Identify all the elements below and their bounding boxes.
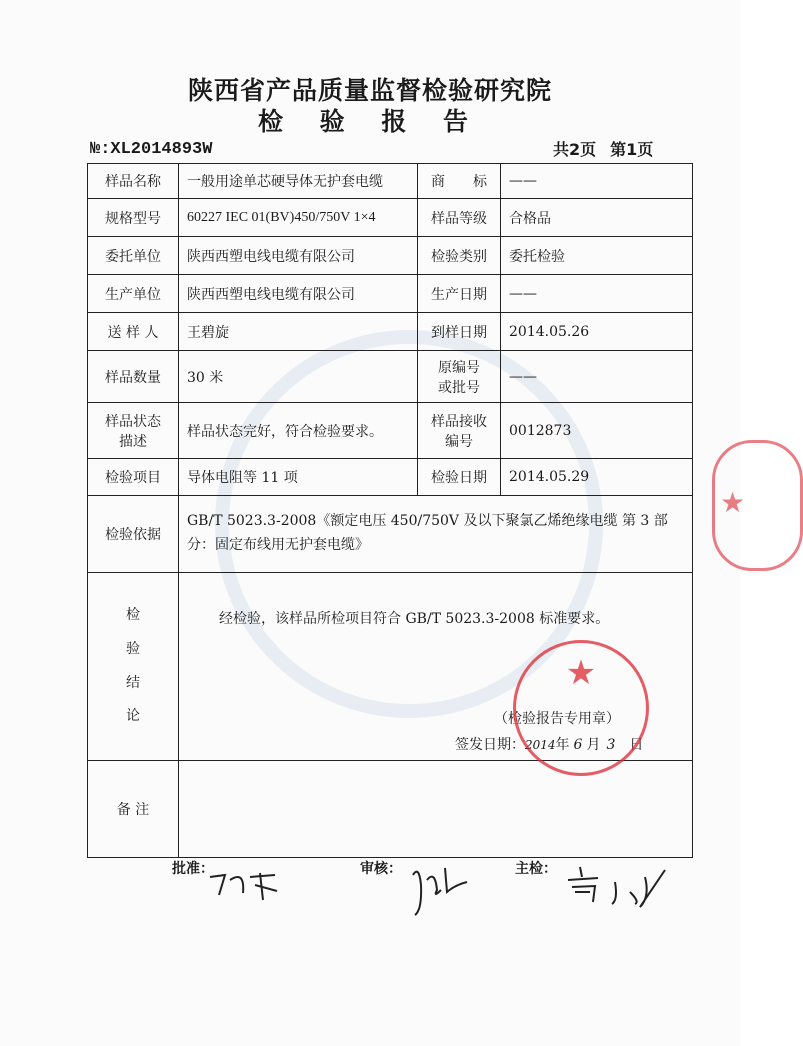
value: 王碧旋 — [179, 313, 418, 351]
value: —— — [501, 275, 693, 313]
seal-note: （检验报告专用章） — [494, 711, 620, 727]
page-indicator — [553, 140, 653, 160]
value: 60227 IEC 01(BV)450/750V 1×4 — [179, 199, 418, 237]
label: 到样日期 — [418, 313, 501, 351]
label: 委托单位 — [88, 237, 179, 275]
value: 30 米 — [179, 351, 418, 403]
label: 送 样 人 — [88, 313, 179, 351]
value: 导体电阻等 11 项 — [179, 459, 418, 496]
label: 生产单位 — [88, 275, 179, 313]
table-row — [88, 237, 693, 275]
value: 陕西西塑电线电缆有限公司 — [179, 275, 418, 313]
approve-label: 批准： — [172, 861, 214, 877]
table-row — [88, 496, 693, 573]
value: 样品状态完好，符合检验要求。 — [179, 403, 418, 459]
label: 样品数量 — [88, 351, 179, 403]
table-row — [88, 761, 693, 858]
chief-label: 主检： — [515, 861, 557, 877]
value: 2014.05.26 — [501, 313, 693, 351]
value: —— — [501, 164, 693, 199]
table-row — [88, 164, 693, 199]
label: 样品接收 编号 — [418, 403, 501, 459]
label: 样品名称 — [88, 164, 179, 199]
table-row — [88, 313, 693, 351]
month: 6 — [573, 737, 583, 753]
total-pages: 共2页 — [553, 140, 597, 159]
table-row — [88, 459, 693, 496]
side-seal: ★ — [712, 440, 803, 571]
label: 样品状态 描述 — [88, 403, 179, 459]
value: 一般用途单芯硬导体无护套电缆 — [179, 164, 418, 199]
table-row — [88, 351, 693, 403]
day: 3 — [606, 737, 616, 753]
signature-chief — [560, 862, 670, 912]
table-row — [88, 275, 693, 313]
label: 规格型号 — [88, 199, 179, 237]
value: 陕西西塑电线电缆有限公司 — [179, 237, 418, 275]
month-unit: 月 — [586, 737, 601, 753]
signature-review — [405, 860, 475, 920]
table-row — [88, 403, 693, 459]
review-label: 审核： — [360, 861, 402, 877]
label: 商 标 — [418, 164, 501, 199]
remarks-value — [179, 761, 693, 858]
signature-approve — [205, 865, 285, 905]
value: GB/T 5023.3-2008《额定电压 450/750V 及以下聚氯乙烯绝缘电缆 第 3 部分：固定布线用无护套电缆》 — [179, 496, 693, 573]
label: 原编号 或批号 — [418, 351, 501, 403]
label: 样品等级 — [418, 199, 501, 237]
label: 检验类别 — [418, 237, 501, 275]
report-number: №:XL2014893W — [90, 140, 213, 159]
value: 合格品 — [501, 199, 693, 237]
table-row — [88, 199, 693, 237]
current-page: 第1页 — [610, 140, 654, 159]
label: 备 注 — [88, 761, 179, 858]
value: —— — [501, 351, 693, 403]
institute-name: 陕西省产品质量监督检验研究院 — [187, 76, 552, 105]
label: 生产日期 — [418, 275, 501, 313]
year-unit: 年 — [555, 737, 570, 753]
label: 检验日期 — [418, 459, 501, 496]
label: 检验依据 — [88, 496, 179, 573]
official-seal: ★ — [513, 640, 649, 776]
report-title: 检 验 报 告 — [257, 107, 483, 136]
value: 0012873 — [501, 403, 693, 459]
issue-label: 签发日期： — [455, 737, 525, 753]
label: 检验项目 — [88, 459, 179, 496]
day-unit: 日 — [629, 737, 644, 753]
conclusion-text: 经检验，该样品所检项目符合 GB/T 5023.3-2008 标准要求。 — [219, 611, 610, 627]
value: 委托检验 — [501, 237, 693, 275]
value: 2014.05.29 — [501, 459, 693, 496]
label: 检 验 结 论 — [88, 573, 179, 761]
year: 2014 — [525, 738, 556, 752]
